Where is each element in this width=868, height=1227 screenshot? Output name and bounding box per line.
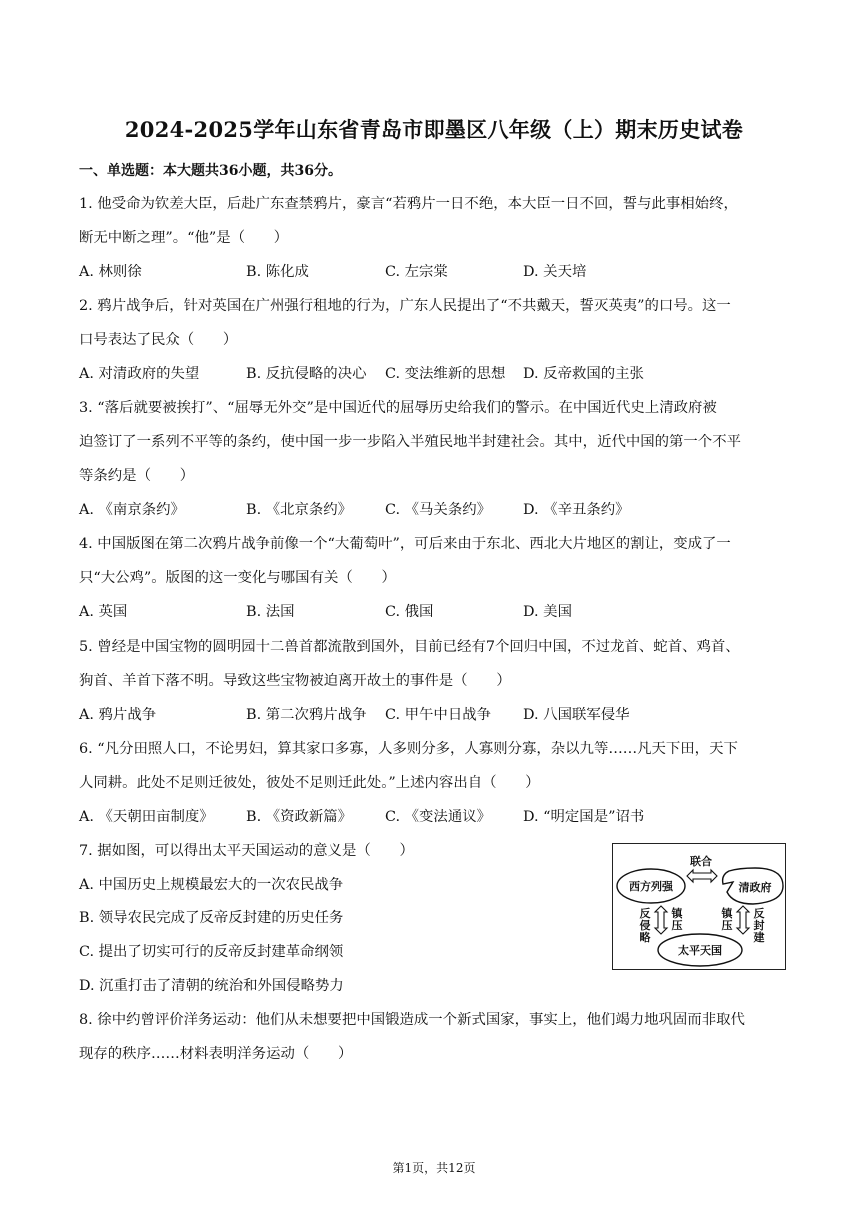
question-1-line-1: 1. 他受命为钦差大臣，后赴广东查禁鸦片，豪言“若鸦片一日不绝，本大臣一日不回，誓与此事相始终， xyxy=(79,196,738,212)
west-powers-label: 西方列强 xyxy=(629,880,673,893)
question-3-line-3: 等条约是（ ） xyxy=(79,468,195,484)
option-d[interactable]: D. 八国联军侵华 xyxy=(523,707,630,723)
suppress-left-char-1: 镇 xyxy=(671,907,683,920)
option-a[interactable]: A. 林则徐 xyxy=(79,264,142,280)
question-7-option-d[interactable]: D. 沉重打击了清朝的统治和外国侵略势力 xyxy=(79,978,344,994)
question-7-option-b[interactable]: B. 领导农民完成了反帝反封建的历史任务 xyxy=(79,910,344,926)
qing-label: 清政府 xyxy=(738,881,772,894)
question-8-line-2: 现存的秩序……材料表明洋务运动（ ） xyxy=(79,1046,353,1062)
question-4-line-1: 4. 中国版图在第二次鸦片战争前像一个“大葡萄叶”，可后来由于东北、西北大片地区的割让，变成了一 xyxy=(79,536,731,552)
page-title: 2024-2025学年山东省青岛市即墨区八年级（上）期末历史试卷 xyxy=(124,117,744,142)
anti-invasion-char-2: 侵 xyxy=(639,919,651,932)
option-a[interactable]: A. 英国 xyxy=(79,604,128,620)
suppress-left-char-2: 压 xyxy=(671,919,683,932)
suppress-right-char-1: 镇 xyxy=(721,907,733,920)
option-b[interactable]: B. 《资政新篇》 xyxy=(246,809,353,825)
option-c[interactable]: C. 左宗棠 xyxy=(385,264,448,280)
option-d[interactable]: D. 美国 xyxy=(523,604,572,620)
unite-arrow xyxy=(687,870,717,882)
anti-feudal-char-1: 反 xyxy=(753,907,765,920)
option-d[interactable]: D. 反帝救国的主张 xyxy=(523,366,644,382)
question-7-option-c[interactable]: C. 提出了切实可行的反帝反封建革命纲领 xyxy=(79,944,344,960)
option-d[interactable]: D. “明定国是”诏书 xyxy=(523,809,645,825)
option-b[interactable]: B. 《北京条约》 xyxy=(246,502,353,518)
section-heading: 一、单选题：本大题共36小题，共36分。 xyxy=(79,163,342,179)
option-a[interactable]: A. 《天朝田亩制度》 xyxy=(79,809,214,825)
option-b[interactable]: B. 反抗侵略的决心 xyxy=(246,366,367,382)
question-1-line-2: 断无中断之理”。“他”是（ ） xyxy=(79,230,289,246)
option-c[interactable]: C. 甲午中日战争 xyxy=(385,707,491,723)
option-a[interactable]: A. 《南京条约》 xyxy=(79,502,185,518)
question-5-line-2: 狗首、羊首下落不明。导致这些宝物被迫离开故土的事件是（ ） xyxy=(79,673,511,689)
unite-label: 联合 xyxy=(690,855,712,868)
option-c[interactable]: C. 《变法通议》 xyxy=(385,809,491,825)
question-7-line-1: 7. 据如图，可以得出太平天国运动的意义是（ ） xyxy=(79,843,414,859)
question-5-line-1: 5. 曾经是中国宝物的圆明园十二兽首都流散到国外，目前已经有7个回归中国，不过龙首、蛇首、鸡首、 xyxy=(79,639,740,655)
question-7-option-a[interactable]: A. 中国历史上规模最宏大的一次农民战争 xyxy=(79,877,344,893)
page-footer: 第1页，共12页 xyxy=(392,1161,476,1175)
option-c[interactable]: C. 俄国 xyxy=(385,604,434,620)
option-a[interactable]: A. 对清政府的失望 xyxy=(79,366,200,382)
anti-feudal-char-2: 封 xyxy=(753,919,765,932)
question-6-line-1: 6. “凡分田照人口，不论男妇，算其家口多寡，人多则分多，人寡则分寡，杂以九等……凡天下田，天下 xyxy=(79,741,738,757)
question-3-line-2: 迫签订了一系列不平等的条约，使中国一步一步陷入半殖民地半封建社会。其中，近代中国的第一个不平 xyxy=(79,434,741,450)
question-2-line-2: 口号表达了民众（ ） xyxy=(79,332,238,348)
anti-invasion-char-1: 反 xyxy=(639,907,651,920)
taiping-relations-diagram xyxy=(612,843,786,970)
suppress-right-char-2: 压 xyxy=(721,919,733,932)
option-c[interactable]: C. 变法维新的思想 xyxy=(385,366,506,382)
question-6-line-2: 人同耕。此处不足则迁彼处，彼处不足则迁此处。”上述内容出自（ ） xyxy=(79,775,540,791)
option-c[interactable]: C. 《马关条约》 xyxy=(385,502,491,518)
anti-invasion-char-3: 略 xyxy=(639,931,651,944)
anti-feudal-char-3: 建 xyxy=(753,931,765,944)
option-b[interactable]: B. 法国 xyxy=(246,604,295,620)
question-2-line-1: 2. 鸦片战争后，针对英国在广州强行租地的行为，广东人民提出了“不共戴天，誓灭英夷”的口号。这一 xyxy=(79,298,731,314)
taiping-label: 太平天国 xyxy=(678,944,722,957)
diagram-svg xyxy=(613,844,787,971)
option-b[interactable]: B. 陈化成 xyxy=(246,264,309,280)
question-4-line-2: 只“大公鸡”。版图的这一变化与哪国有关（ ） xyxy=(79,570,396,586)
option-d[interactable]: D. 《辛丑条约》 xyxy=(523,502,630,518)
question-3-line-1: 3. “落后就要被挨打”、“屈辱无外交”是中国近代的屈辱历史给我们的警示。在中国近代史上清政府被 xyxy=(79,400,717,416)
option-d[interactable]: D. 关天培 xyxy=(523,264,587,280)
option-b[interactable]: B. 第二次鸦片战争 xyxy=(246,707,367,723)
left-double-arrow xyxy=(655,906,667,934)
option-a[interactable]: A. 鸦片战争 xyxy=(79,707,157,723)
question-8-line-1: 8. 徐中约曾评价洋务运动：他们从未想要把中国锻造成一个新式国家，事实上，他们竭力地巩固而非取代 xyxy=(79,1012,745,1028)
right-double-arrow xyxy=(737,906,749,934)
